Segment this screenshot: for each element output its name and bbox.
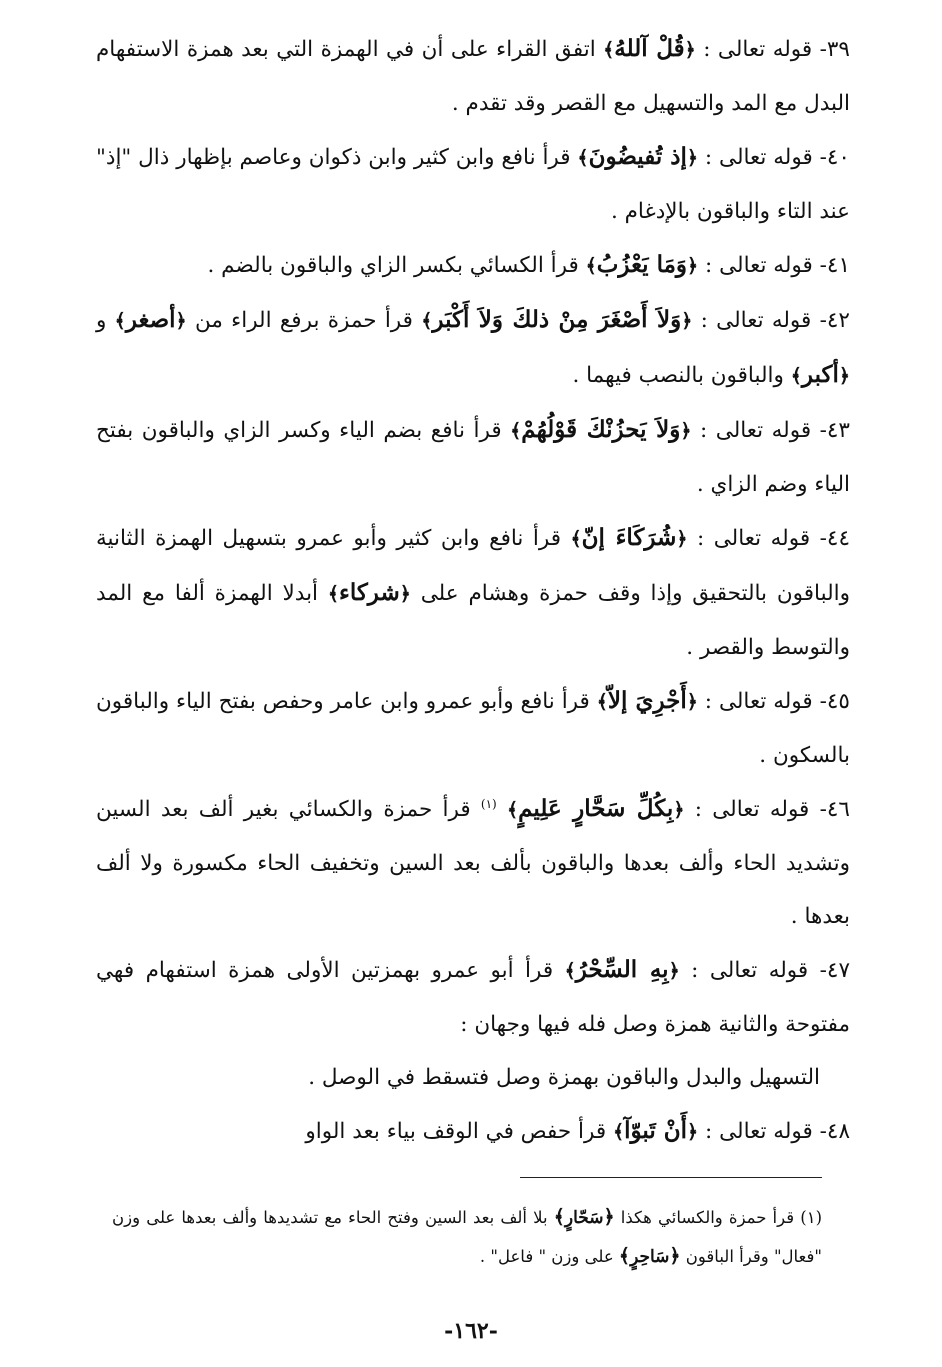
quran-quote: شركاء [339, 579, 400, 606]
quran-quote: وَمَا يَعْزُبُ [596, 251, 688, 278]
item-number: ٤٦- [819, 797, 850, 822]
intro-text: قوله تعالى : [697, 526, 811, 551]
commentary-text: أبدلا الهمزة ألفا مع المد والتوسط والقصر . [96, 581, 850, 660]
intro-text: قوله تعالى : [691, 958, 809, 983]
paragraph: ٤٢- قوله تعالى : ﴿وَلاَ أَصْغَرَ مِنْ ذلكَ وَلاَ أَكْبَر﴾ قرأ حمزة برفع الراء من ﴿أصغر﴾ و ﴿أكبر﴾ والباقون بالنصب فيهما . [96, 306, 850, 388]
item-number: ٤٥- [819, 689, 850, 714]
quran-quote: وَلاَ أَصْغَرَ مِنْ ذلكَ وَلاَ أَكْبَر [432, 306, 682, 333]
footnote-text: بلا ألف بعد السين وفتح الحاء مع تشديدها وألف بعدها على وزن "فعال" وقرأ الباقون [112, 1208, 822, 1266]
paragraph: ٤١- قوله تعالى : ﴿وَمَا يَعْزُبُ﴾ قرأ الكسائي بكسر الزاي والباقون بالضم . [207, 251, 850, 278]
commentary-text: قرأ حمزة والكسائي بغير ألف بعد السين وتشديد الحاء وألف بعدها والباقون بألف بعد السين وتخفيف الحاء مكسورة ولا ألف بعدها . [96, 797, 850, 929]
footnote-text: قرأ حمزة والكسائي هكذا [620, 1208, 795, 1227]
item-number: ٤٠- [819, 145, 850, 170]
commentary-text: التسهيل والبدل والباقون بهمزة وصل فتسقط في الوصل . [308, 1065, 820, 1090]
item-number: ٤٢- [819, 308, 850, 333]
quran-quote: أكبر [801, 361, 839, 388]
intro-text: قوله تعالى : [700, 308, 812, 333]
paragraph [96, 1051, 850, 1104]
commentary-text: قرأ حفص في الوقف بياء بعد الواو [305, 1119, 607, 1144]
page-number: -١٦٢- [444, 1318, 498, 1344]
paragraph: ٤٥- قوله تعالى : ﴿أَجْرِيَ إلاّ﴾ قرأ نافع وأبو عمرو وابن عامر وحفص بفتح الياء والباقون بالسكون . [96, 687, 850, 768]
intro-text: قوله تعالى : [700, 418, 812, 443]
item-number: ٤٤- [819, 526, 850, 551]
footnote-separator [520, 1177, 822, 1178]
item-number: ٣٩- [819, 37, 850, 62]
paragraph: ٤٣- قوله تعالى : ﴿وَلاَ يَحزُنْكَ قَوْلُهُمْ﴾ قرأ نافع بضم الياء وكسر الزاي والباقون بفتح الياء وضم الزاي . [96, 416, 850, 497]
footnote-quran-quote: سَحّارٍ [564, 1208, 604, 1228]
paragraph: ٤٤- قوله تعالى : ﴿شُرَكَاءَ إنّ﴾ قرأ نافع وابن كثير وأبو عمرو بتسهيل الهمزة الثانية والباقون بالتحقيق وإذا وقف حمزة وهشام على ﴿شركاء﴾ أبدلا الهمزة ألفا مع المد والتوسط والقصر . [96, 524, 851, 660]
item-number: ٤١- [819, 253, 850, 278]
commentary-text: و [96, 308, 107, 333]
paragraph: ٤٦- قوله تعالى : ﴿بِكُلِّ سَحَّارٍ عَلِيمٍ﴾ $^{(١)}$ قرأ حمزة والكسائي بغير ألف بعد السين وتشديد الحاء وألف بعدها والباقون بألف بعد السين وتخفيف الحاء مكسورة ولا ألف بعدها . [96, 795, 850, 929]
intro-text: قوله تعالى : [705, 1119, 813, 1144]
commentary-text: قرأ الكسائي بكسر الزاي والباقون بالضم . [207, 253, 579, 278]
quran-quote: أصغر [125, 306, 176, 333]
quran-quote: وَلاَ يَحزُنْكَ قَوْلُهُمْ [521, 416, 681, 443]
intro-text: قوله تعالى : [704, 689, 813, 714]
quran-quote: أَنْ تَبوّآ [624, 1117, 688, 1144]
quran-quote: قُلْ آللهُ [614, 35, 685, 62]
commentary-text: قرأ نافع وابن كثير وأبو عمرو بتسهيل الهمزة الثانية والباقون بالتحقيق وإذا وقف حمزة وهشام على [96, 526, 851, 606]
footnote-1: (١) قرأ حمزة والكسائي هكذا ﴿سَحّارٍ﴾ بلا ألف بعد السين وفتح الحاء مع تشديدها وألف بعدها على وزن "فعال" وقرأ الباقون ﴿سَاحِرٍ﴾ على وزن " فاعل" . [112, 1206, 823, 1267]
paragraph: ٤٧- قوله تعالى : ﴿بِهِ السِّحْرُ﴾ قرأ أبو عمرو بهمزتين الأولى همزة استفهام فهي مفتوحة والثانية همزة وصل فله فيها وجهان : [96, 956, 851, 1037]
item-number: ٤٨- [819, 1119, 850, 1144]
quran-quote: إذ تُفيضُونَ [588, 143, 687, 170]
footnote-number: (١) [800, 1208, 823, 1227]
commentary-text: قرأ حمزة برفع الراء من [194, 308, 413, 333]
intro-text: قوله تعالى : [705, 253, 813, 278]
footnotes [112, 1198, 822, 1276]
intro-text: قوله تعالى : [694, 797, 810, 822]
commentary-text: والباقون بالنصب فيهما . [572, 363, 784, 388]
commentary-text: قرأ نافع بضم الياء وكسر الزاي والباقون بفتح الياء وضم الزاي . [96, 418, 850, 497]
commentary-text: قرأ نافع وابن كثير وابن ذكوان وعاصم بإظهار ذال "إذ" عند التاء والباقون بالإدغام . [96, 145, 850, 224]
quran-quote: بِكُلِّ سَحَّارٍ عَلِيمٍ [518, 795, 674, 822]
footnote-quran-quote: سَاحِرٍ [630, 1247, 670, 1267]
footnote-text: على وزن " فاعل" . [479, 1247, 614, 1266]
intro-text: قوله تعالى : [704, 145, 813, 170]
item-number: ٤٧- [819, 958, 851, 983]
paragraph: ٤٨- قوله تعالى : ﴿أَنْ تَبوّآ﴾ قرأ حفص في الوقف بياء بعد الواو [305, 1117, 850, 1144]
quran-quote: أَجْرِيَ إلاّ [607, 687, 687, 714]
paragraph: ٤٠- قوله تعالى : ﴿إذ تُفيضُونَ﴾ قرأ نافع وابن كثير وابن ذكوان وعاصم بإظهار ذال "إذ" عند التاء والباقون بالإدغام . [96, 143, 850, 224]
item-number: ٤٣- [819, 418, 850, 443]
commentary-text: قرأ أبو عمرو بهمزتين الأولى همزة استفهام فهي مفتوحة والثانية همزة وصل فله فيها وجهان : [96, 958, 850, 1037]
commentary-text: اتفق القراء على أن في الهمزة التي بعد همزة الاستفهام البدل مع المد والتسهيل مع القصر وقد تقدم . [96, 37, 850, 116]
footnote-ref: (١) [480, 796, 497, 811]
commentary-text: قرأ نافع وأبو عمرو وابن عامر وحفص بفتح الياء والباقون بالسكون . [96, 689, 850, 768]
body-text [96, 22, 850, 1159]
quran-quote: بِهِ السِّحْرُ [575, 956, 669, 983]
quran-quote: شُرَكَاءَ إنّ [581, 524, 677, 551]
paragraph: ٣٩- قوله تعالى : ﴿قُلْ آللهُ﴾ اتفق القراء على أن في الهمزة التي بعد همزة الاستفهام البدل مع المد والتسهيل مع القصر وقد تقدم . [96, 35, 850, 116]
intro-text: قوله تعالى : [703, 37, 813, 62]
